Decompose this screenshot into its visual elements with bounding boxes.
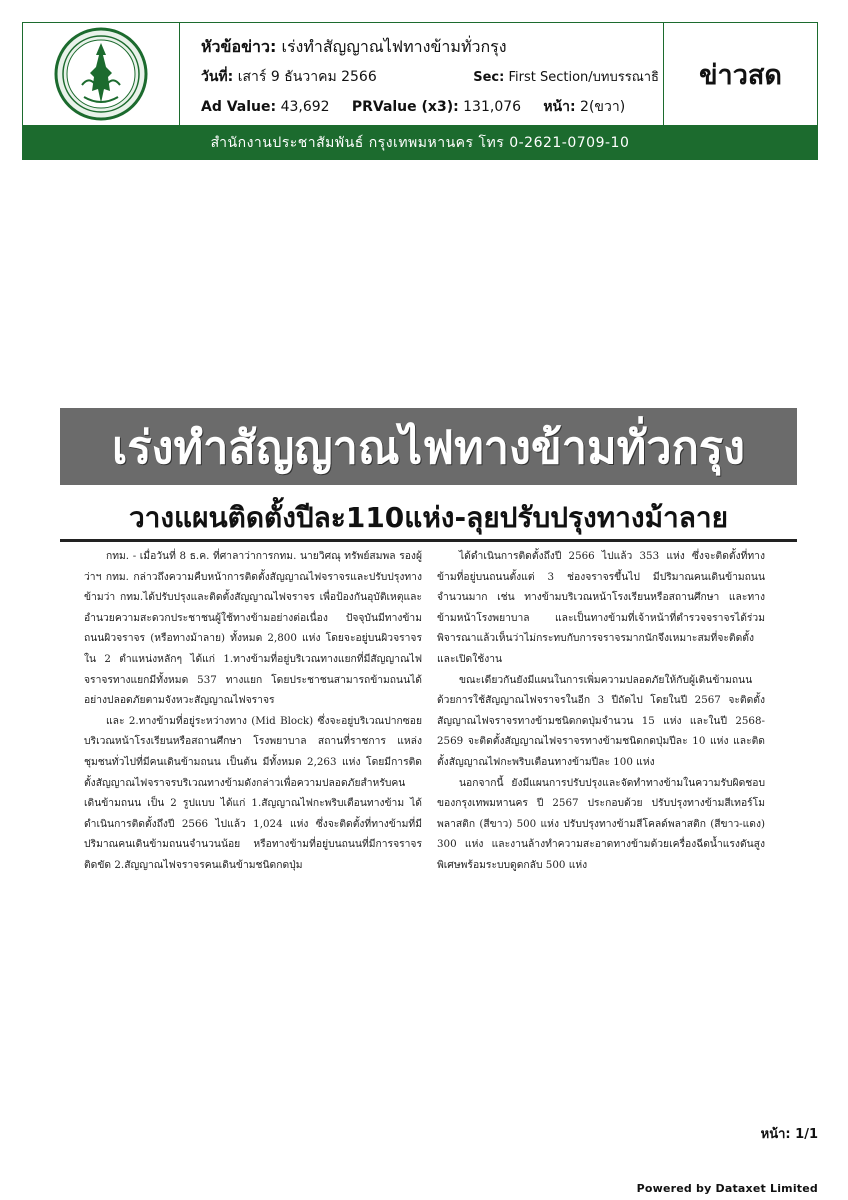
article-column-2 <box>437 546 765 876</box>
office-contact: สำนักงานประชาสัมพันธ์ กรุงเทพมหานคร โทร 0-2621-0709-10 <box>210 134 630 151</box>
pr-value-label: PRValue (x3): <box>351 99 459 115</box>
paragraph: และ 2.ทางข้ามที่อยู่ระหว่างทาง (Mid Block) ซึ่งจะอยู่บริเวณปากซอย บริเวณหน้าโรงเรียนหรือสถานศึกษา โรงพยาบาล สถานที่ราชการ แหล่งชุมชนทั่วไปที่มีคนเดินข้ามถนน เป็นต้น มีทั้งหมด 2,263 แห่ง โดยมีการติดตั้งสัญญาณไฟจราจรบริเวณทางข้ามดังกล่าวเพื่อความปลอดภัยสำหรับคนเดินข้ามถนน เป็น 2 รูปแบบ ได้แก่ 1.สัญญาณไฟกะพริบเตือนทางข้าม ได้ดำเนินการติดตั้งถึงปี 2566 ไปแล้ว 1,024 แห่ง ซึ่งจะติดตั้งที่ทางข้ามที่มีปริมาณคนเดินข้ามถนนจำนวนน้อย หรือทางข้ามที่อยู่บนถนนที่มีการจราจรติดขัด 2.สัญญาณไฟจราจรคนเดินข้ามชนิดกดปุ่ม <box>84 714 422 871</box>
section-row <box>473 66 659 87</box>
subheadline-underline <box>60 539 797 542</box>
news-title-row <box>201 35 507 60</box>
page-value: 2(ขวา) <box>580 99 626 115</box>
office-contact-bar <box>23 125 817 160</box>
section-label: Sec: <box>473 70 505 85</box>
article-headline: เร่งทำสัญญาณไฟทางข้ามทั่วกรุง <box>60 408 797 485</box>
date-value: เสาร์ 9 ธันวาคม 2566 <box>237 69 377 85</box>
paragraph: ขณะเดียวกันยังมีแผนในการเพิ่มความปลอดภัยให้กับผู้เดินข้ามถนนด้วยการใช้สัญญาณไฟจราจรในอีก 3 ปีถัดไป โดยในปี 2567 จะติดตั้งสัญญาณไฟจราจรทางข้ามชนิดกดปุ่มจำนวน 15 แห่ง และในปี 2568-2569 จะติดตั้งสัญญาณไฟจราจรทางข้ามชนิดกดปุ่มปีละ 10 แห่ง และติดตั้งสัญญาณไฟกะพริบเตือนทางข้ามปีละ 100 แห่ง <box>437 673 765 768</box>
article-column-1 <box>84 546 422 876</box>
paragraph: นอกจากนี้ ยังมีแผนการปรับปรุงและจัดทำทางข้ามในความรับผิดชอบของกรุงเทพมหานคร ปี 2567 ประกอบด้วย ปรับปรุงทางข้ามสีเทอร์โมพลาสติก (สีขาว) 500 แห่ง ปรับปรุงทางข้ามสีโคลด์พลาสติก (สีขาว-แดง) 300 แห่ง และงานล้างทำความสะอาดทางข้ามด้วยเครื่องฉีดน้ำแรงดันสูงพิเศษพร้อมระบบดูดกลับ 500 แห่ง <box>437 776 765 871</box>
ad-value-label: Ad Value: <box>201 99 277 115</box>
publication-name: ข่าวสด <box>663 23 817 125</box>
article-subheadline: วางแผนติดตั้งปีละ110แห่ง-ลุยปรับปรุงทางม้าลาย <box>128 501 729 534</box>
powered-by: Powered by Dataxet Limited <box>636 1182 818 1195</box>
clipping-header <box>22 22 818 160</box>
page-indicator: หน้า: 1/1 <box>760 1127 818 1142</box>
news-title-label: หัวข้อข่าว: <box>201 37 277 56</box>
bangkok-seal-icon <box>54 27 148 121</box>
clipping-info <box>201 23 663 125</box>
ad-value: 43,692 <box>280 99 330 115</box>
value-row <box>201 96 625 118</box>
date-label: วันที่: <box>201 69 234 85</box>
paragraph: ได้ดำเนินการติดตั้งถึงปี 2566 ไปแล้ว 353 แห่ง ซึ่งจะติดตั้งที่ทางข้ามที่อยู่บนถนนตั้งแต่ 3 ช่องจราจรขึ้นไป มีปริมาณคนเดินข้ามถนนจำนวนมาก เช่น ทางข้ามบริเวณหน้าโรงเรียนหรือสถานศึกษา และทางข้ามหน้าโรงพยาบาล และเป็นทางข้ามที่เจ้าหน้าที่ตำรวจจราจรได้ร่วมพิจารณาแล้วเห็นว่าไม่กระทบกับการจราจรมากนักจึงเหมาะสมที่จะติดตั้งและเปิดใช้งาน <box>437 550 765 665</box>
date-row <box>201 66 377 88</box>
logo-cell <box>23 23 180 125</box>
page-label: หน้า: <box>543 99 576 115</box>
news-title-value: เร่งทำสัญญาณไฟทางข้ามทั่วกรุง <box>281 37 507 56</box>
paragraph: กทม. - เมื่อวันที่ 8 ธ.ค. ที่ศาลาว่าการกทม. นายวิศณุ ทรัพย์สมพล รองผู้ว่าฯ กทม. กล่าวถึงความคืบหน้าการติดตั้งสัญญาณไฟจราจรและปรับปรุงทางข้ามว่า กทม.ได้ปรับปรุงและติดตั้งสัญญาณไฟจราจร เพื่อป้องกันอุบัติเหตุและอำนวยความสะดวกประชาชนผู้ใช้ทางข้ามอย่างต่อเนื่อง ปัจจุบันมีทางข้ามถนนผิวจราจร (หรือทางม้าลาย) ทั้งหมด 2,800 แห่ง โดยจะอยู่บนผิวจราจรใน 2 ตำแหน่งหลักๆ ได้แก่ 1.ทางข้ามที่อยู่บริเวณทางแยกที่มีสัญญาณไฟจราจรทางแยกมีทั้งหมด 537 ทางแยก โดยประชาชนสามารถข้ามถนนได้อย่างปลอดภัยตามจังหวะสัญญาณไฟจราจร <box>84 550 422 707</box>
section-value: First Section/บทบรรณาธิ <box>508 70 659 85</box>
pr-value: 131,076 <box>463 99 522 115</box>
